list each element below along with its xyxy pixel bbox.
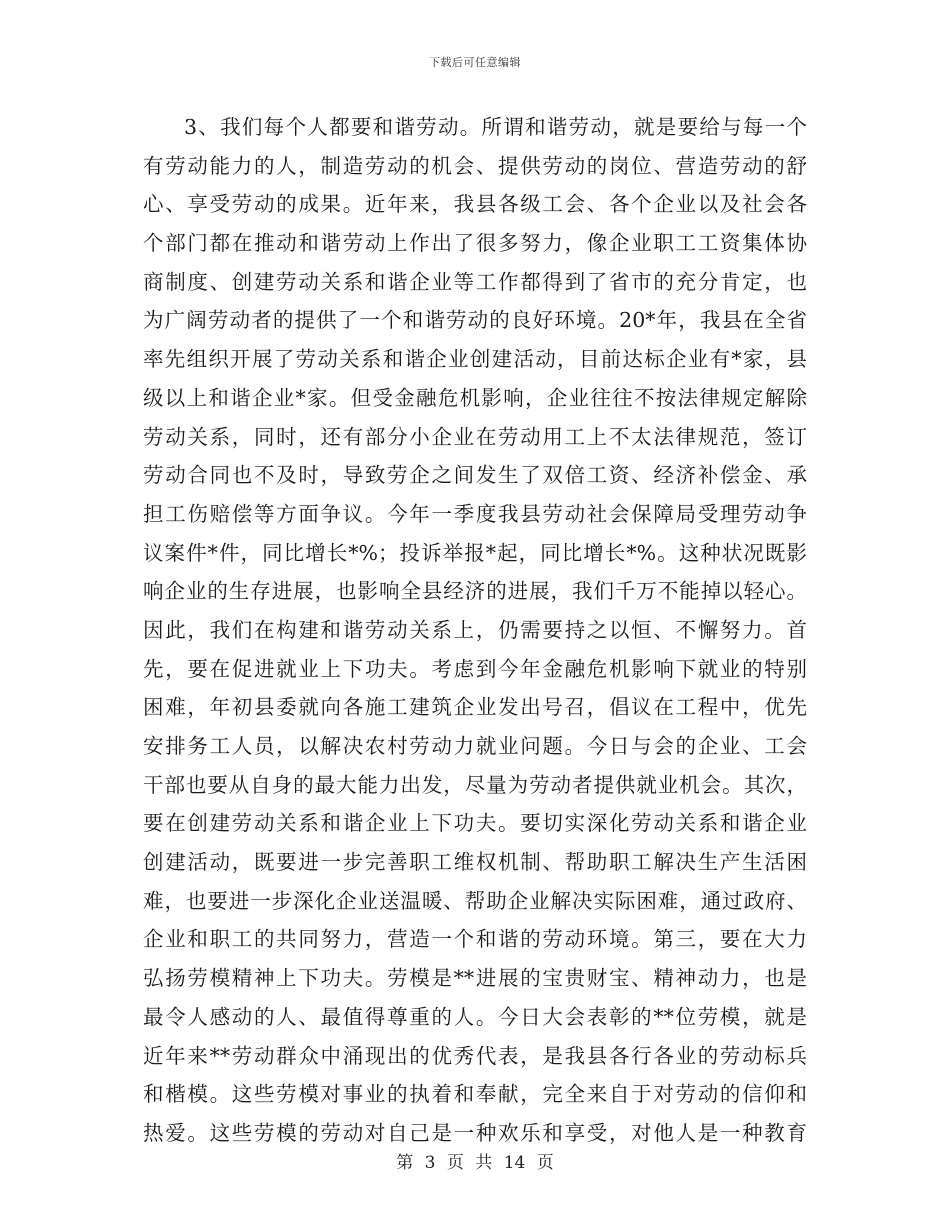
text-line: 困难，年初县委就向各施工建筑企业发出号召，倡议在工程中，优先 — [143, 695, 807, 720]
text-line: 担工伤赔偿等方面争议。今年一季度我县劳动社会保障局受理劳动争 — [143, 501, 807, 526]
text-line: 和楷模。这些劳模对事业的执着和奉献，完全来自于对劳动的信仰和 — [143, 1082, 807, 1107]
text-line: 难，也要进一步深化企业送温暖、帮助企业解决实际困难，通过政府、 — [143, 888, 807, 913]
text-line: 响企业的生存进展，也影响全县经济的进展，我们千万不能掉以轻心。 — [143, 579, 807, 604]
text-line: 商制度、创建劳动关系和谐企业等工作都得到了省市的充分肯定，也 — [143, 269, 807, 294]
page-number-footer: 第 3 页 共 14 页 — [396, 1153, 554, 1173]
text-line: 劳动关系，同时，还有部分小企业在劳动用工上不太法律规范，签订 — [143, 424, 807, 449]
text-line: 近年来**劳动群众中涌现出的优秀代表，是我县各行各业的劳动标兵 — [143, 1043, 807, 1068]
text-line: 3、我们每个人都要和谐劳动。所谓和谐劳动，就是要给与每一个 — [184, 115, 807, 139]
text-line: 安排务工人员，以解决农村劳动力就业问题。今日与会的企业、工会 — [143, 734, 807, 758]
text-line: 个部门都在推动和谐劳动上作出了很多努力，像企业职工工资集体协 — [143, 231, 807, 256]
text-line: 率先组织开展了劳动关系和谐企业创建活动，目前达标企业有*家，县 — [143, 347, 807, 372]
text-line: 因此，我们在构建和谐劳动关系上，仍需要持之以恒、不懈努力。首 — [143, 617, 807, 642]
text-line: 议案件*件，同比增长*%；投诉举报*起，同比增长*%。这种状况既影 — [143, 540, 807, 565]
text-line: 创建活动，既要进一步完善职工维权机制、帮助职工解决生产生活困 — [143, 850, 807, 875]
text-line: 企业和职工的共同努力，营造一个和谐的劳动环境。第三，要在大力 — [143, 927, 807, 952]
document-body — [143, 108, 807, 1153]
text-line: 热爱。这些劳模的劳动对自己是一种欢乐和享受，对他人是一种教育 — [143, 1120, 807, 1145]
text-line: 心、享受劳动的成果。近年来，我县各级工会、各个企业以及社会各 — [143, 192, 807, 217]
text-line: 弘扬劳模精神上下功夫。劳模是**进展的宝贵财宝、精神动力，也是 — [143, 966, 807, 991]
text-line: 有劳动能力的人，制造劳动的机会、提供劳动的岗位、营造劳动的舒 — [143, 153, 807, 178]
page-header-note: 下载后可任意编辑 — [429, 56, 521, 69]
text-line: 干部也要从自身的最大能力出发，尽量为劳动者提供就业机会。其次， — [143, 772, 807, 797]
text-line: 先，要在促进就业上下功夫。考虑到今年金融危机影响下就业的特别 — [143, 656, 807, 681]
text-line: 为广阔劳动者的提供了一个和谐劳动的良好环境。20*年，我县在全省 — [143, 308, 807, 333]
text-line: 劳动合同也不及时，导致劳企之间发生了双倍工资、经济补偿金、承 — [143, 463, 807, 488]
text-line: 级以上和谐企业*家。但受金融危机影响，企业往往不按法律规定解除 — [143, 385, 807, 410]
text-line: 要在创建劳动关系和谐企业上下功夫。要切实深化劳动关系和谐企业 — [143, 811, 807, 836]
text-line: 最令人感动的人、最值得尊重的人。今日大会表彰的**位劳模，就是 — [143, 1004, 807, 1029]
